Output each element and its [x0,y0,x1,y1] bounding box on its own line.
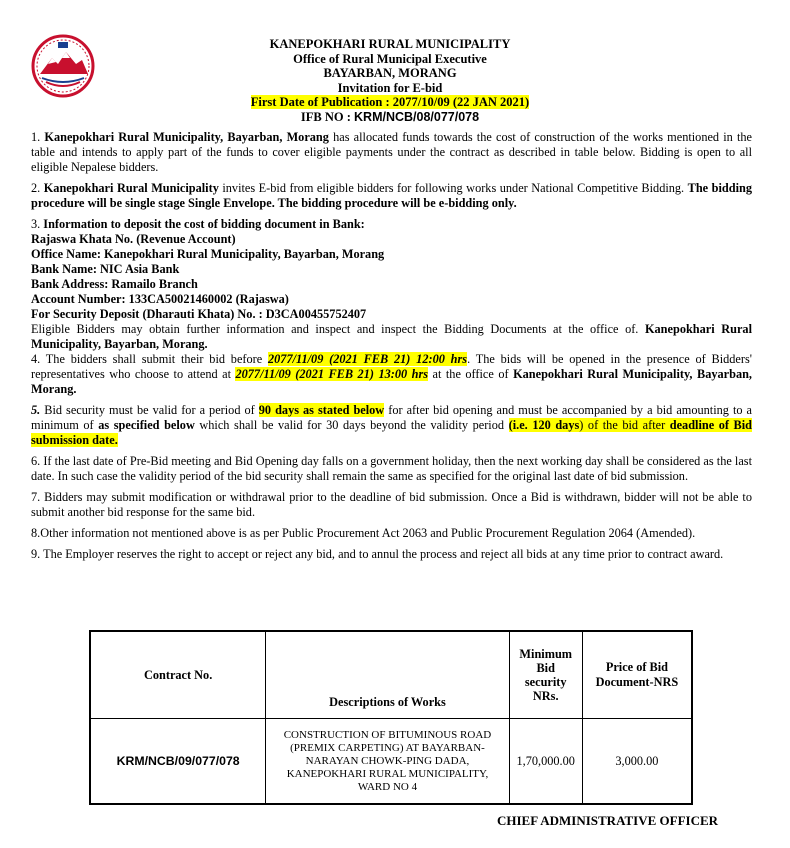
description-cell: CONSTRUCTION OF BITUMINOUS ROAD (PREMIX CARPETING) AT BAYARBAN-NARAYAN CHOWK-PING DADA, KANEPOKHARI RURAL MUNICIPALITY, WARD NO 4 [266,719,509,805]
paragraph-3: 3. Information to deposit the cost of bidding document in Bank: Rajaswa Khata No. (Revenue Account) Office Name: Kanepokhari Rural Municipality, Bayarban, Morang Bank Name: NIC Asia Bank Bank Address: Ramailo Branch Account Number: 133CA50021460002 (Rajaswa) For Security Deposit (Dharauti Khata) No. : D3CA00455752407 Eligible Bidders may obtain further information and inspect and inspect the Bidding Documents at the office of. Kanepokhari Rural Municipality, Bayarban, Morang. [31,217,752,351]
paragraph-5: 5. Bid security must be valid for a period of 90 days as stated below for after bid opening and must be accompanied by a bid amounting to a minimum of as specified below which shall be valid for 30 days beyond the validity period (i.e. 120 days) of the bid after deadline of Bid submission date. [31,403,753,447]
notice-body [31,130,752,568]
office-name-line: Office Name: Kanepokhari Rural Municipality, Bayarban, Morang [31,247,385,261]
security-deposit-line: For Security Deposit (Dharauti Khata) No. : D3CA00455752407 [31,307,367,321]
publication-date: First Date of Publication : 2077/10/09 (22 JAN 2021) [250,95,530,109]
bid-validity-period: 90 days as stated below [258,403,385,417]
office-location: BAYARBAN, MORANG [323,66,457,80]
paragraph-6: 6. If the last date of Pre-Bid meeting and Bid Opening day falls on a government holiday, then the next working day shall be considered as the last date. In such case the validity period of the bid security shall remain the same as specified for the original last date of bid submission. [31,454,752,483]
submission-deadline: 2077/11/09 (2021 FEB 21) 12:00 hrs [268,352,468,366]
paragraph-1: 1. Kanepokhari Rural Municipality, Bayarban, Morang has allocated funds towards the cost of construction of the works mentioned in the table and intends to apply part of the funds to cover eligible payments under the contract as described in table below. Bidding is open to all eligible Nepalese bidders. [31,130,753,174]
bank-name-line: Bank Name: NIC Asia Bank [31,262,180,276]
opening-time: 2077/11/09 (2021 FEB 21) 13:00 hrs [235,367,429,381]
min-bid-security-cell: 1,70,000.00 [509,719,582,805]
header-description: Descriptions of Works [266,631,509,719]
header-price-bid-document: Price of Bid Document-NRS [582,631,692,719]
paragraph-4: 4. The bidders shall submit their bid before 2077/11/09 (2021 FEB 21) 12:00 hrs. The bids will be opened in the presence of Bidders' representatives who choose to attend at 2077/11/09 (2021 FEB 21) 13:00 hrs at the office of Kanepokhari Rural Municipality, Bayarban, Morang. [31,352,752,396]
document-header [140,37,640,124]
bank-address-line: Bank Address: Ramailo Branch [31,277,198,291]
ifb-label: IFB NO : [300,109,355,124]
table-header-row [90,631,692,719]
revenue-account-line: Rajaswa Khata No. (Revenue Account) [31,232,236,246]
contract-no-cell: KRM/NCB/09/077/078 [90,719,266,805]
header-min-bid-security: Minimum Bid security NRs. [509,631,582,719]
municipality-emblem-icon [30,34,96,98]
paragraph-2: 2. Kanepokhari Rural Municipality invites E-bid from eligible bidders for following works under National Competitive Bidding. The bidding procedure will be single stage Single Envelope. The bidding procedure will be e-bidding only. [31,181,752,210]
municipality-name: KANEPOKHARI RURAL MUNICIPALITY [269,37,511,51]
paragraph-7: 7. Bidders may submit modification or withdrawal prior to the deadline of bid submission. Once a Bid is withdrawn, bidder will not be able to submit another bid response for the same bid. [31,490,752,519]
signatory-title: CHIEF ADMINISTRATIVE OFFICER [497,813,719,828]
account-number-line: Account Number: 133CA50021460002 (Rajaswa) [31,292,289,306]
header-contract-no: Contract No. [90,631,266,719]
paragraph-9: 9. The Employer reserves the right to accept or reject any bid, and to annul the process and reject all bids at any time prior to contract award. [31,547,724,561]
notice-title: Invitation for E-bid [337,80,443,95]
works-table [89,630,693,805]
price-cell: 3,000.00 [582,719,692,805]
paragraph-8: 8.Other information not mentioned above is as per Public Procurement Act 2063 and Public Procurement Regulation 2064 (Amended). [31,526,696,540]
ifb-number-line [140,110,640,125]
table-row [90,719,692,805]
office-name: Office of Rural Municipal Executive [293,51,487,66]
ifb-number: KRM/NCB/08/077/078 [354,109,480,124]
